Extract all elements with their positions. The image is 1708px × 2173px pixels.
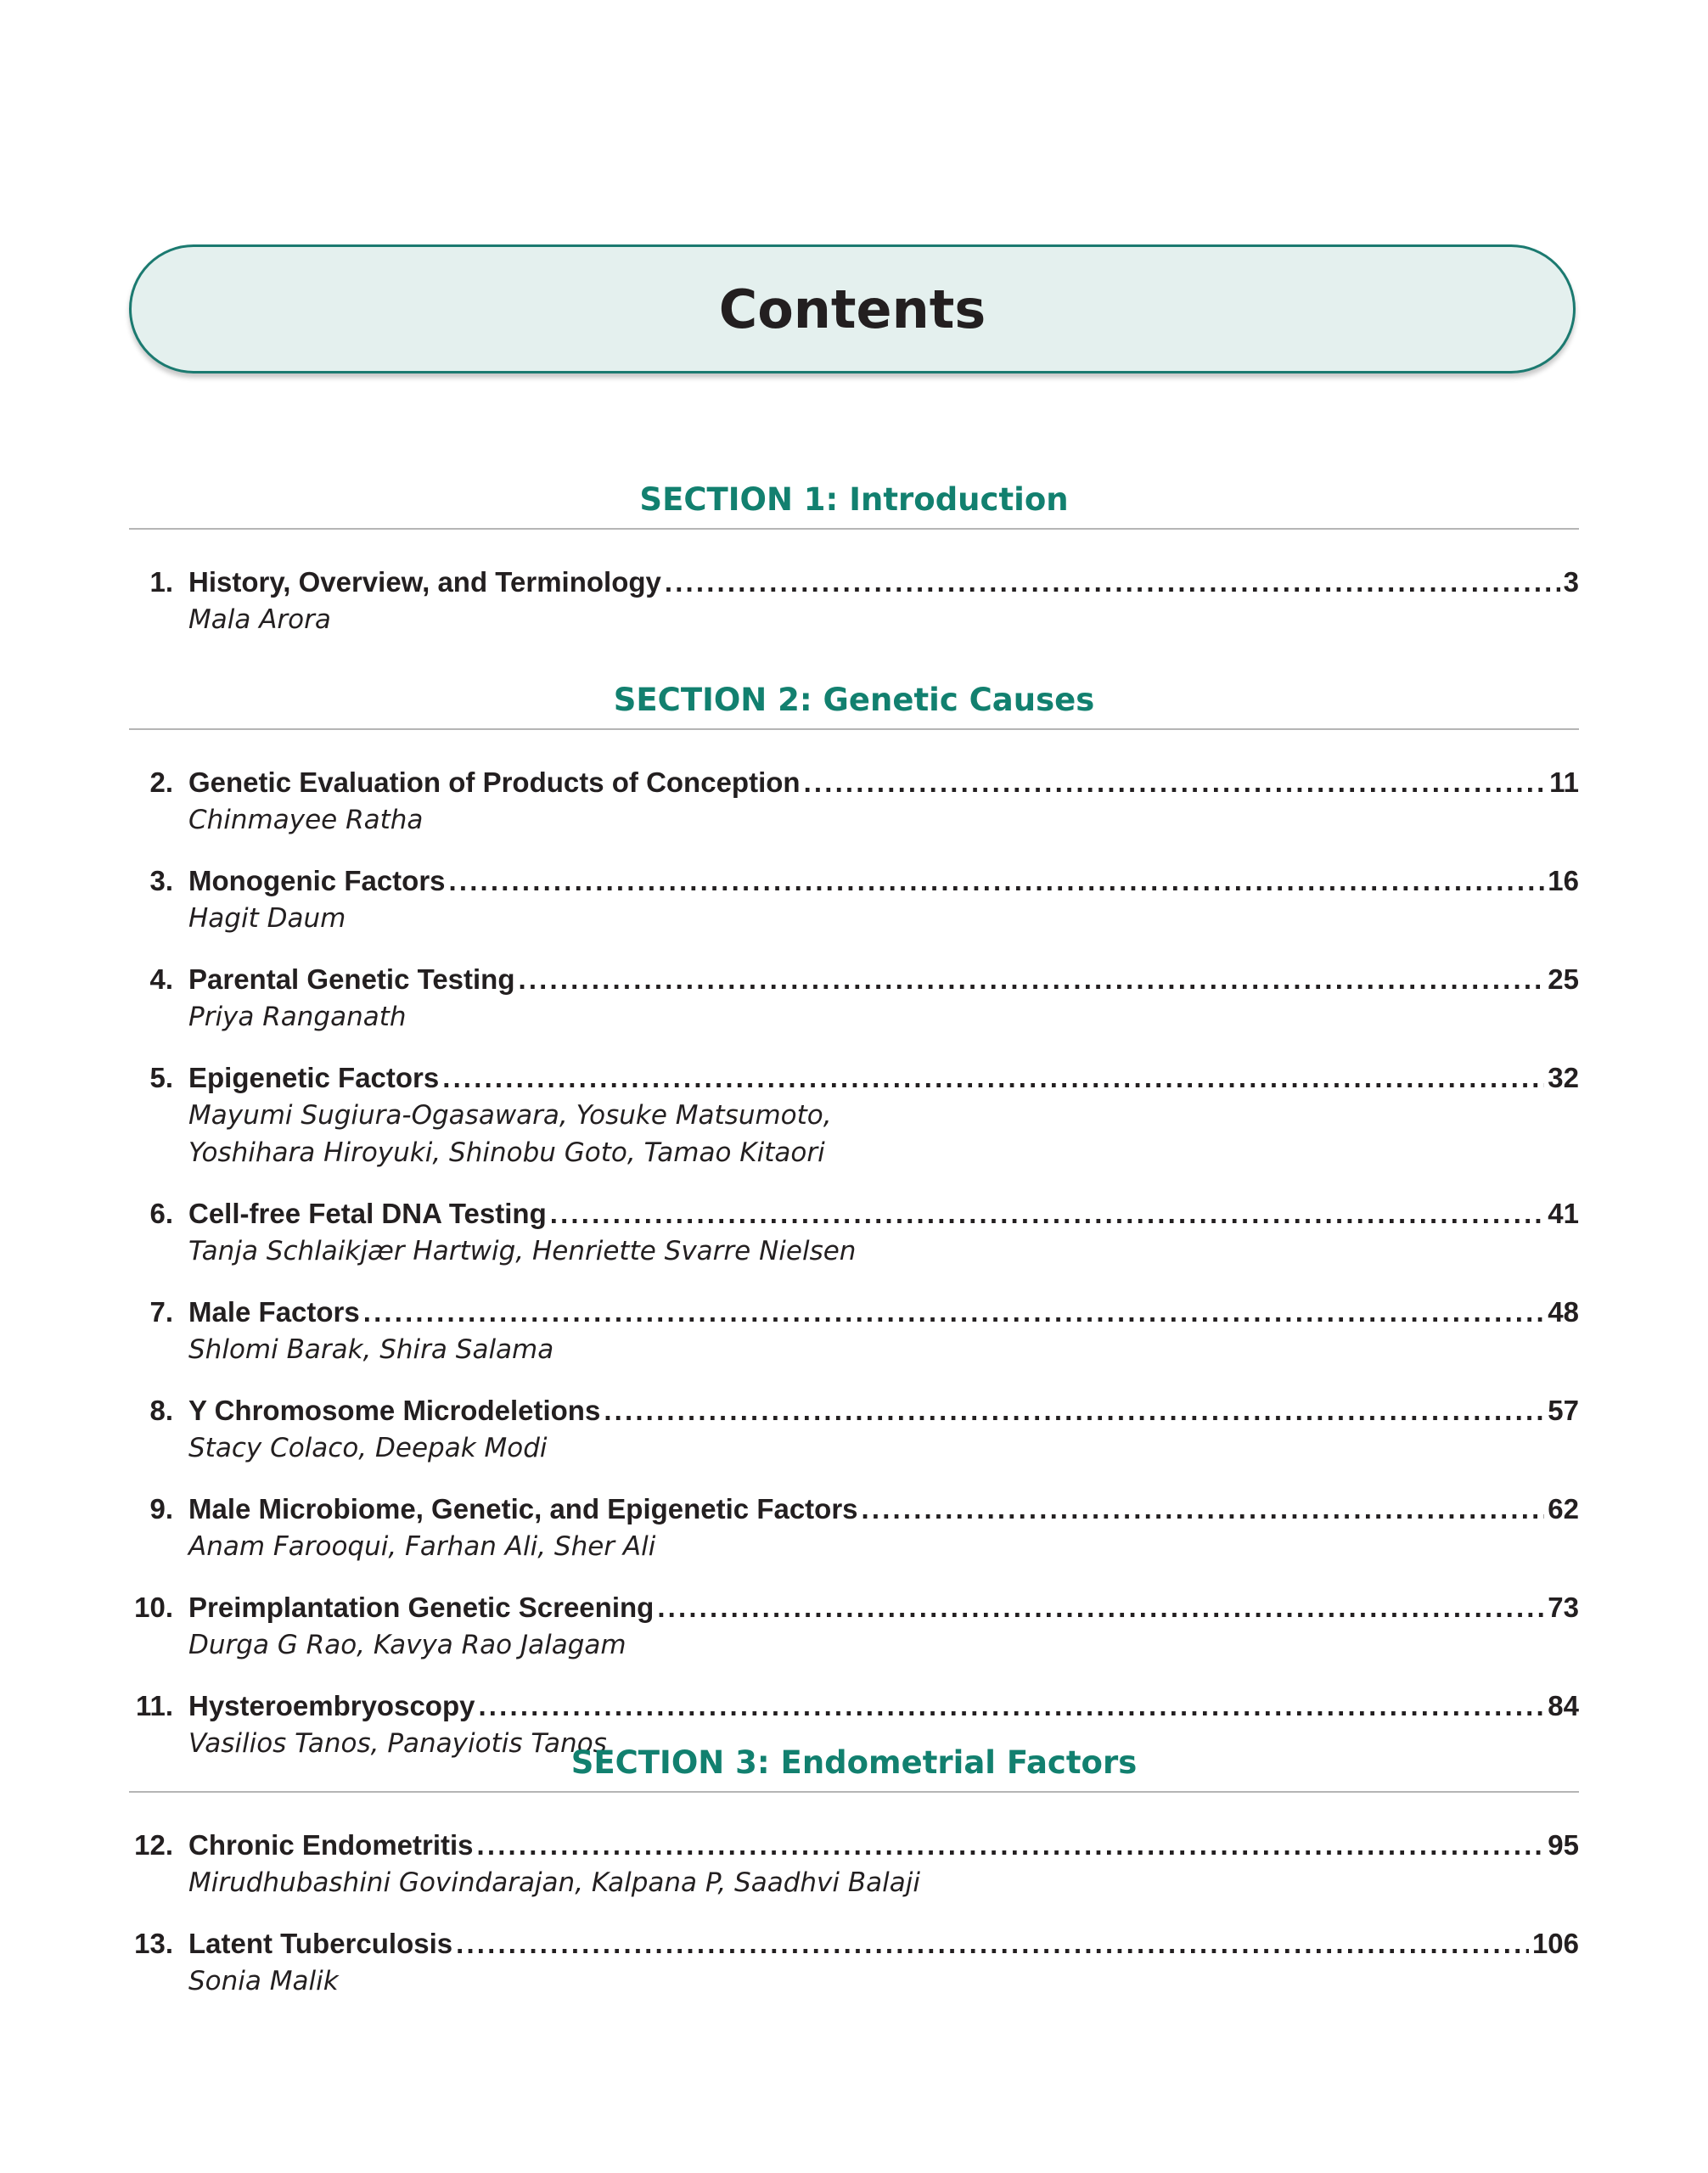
- entry-page-number: 11: [1549, 766, 1579, 798]
- entry-title: Y Chromosome Microdeletions: [188, 1395, 601, 1426]
- dot-leader: [456, 1925, 1529, 1962]
- dot-leader: [862, 1491, 1545, 1528]
- entry-page-number: 73: [1548, 1592, 1579, 1623]
- entry-number: 4.: [149, 963, 173, 995]
- section-heading: SECTION 1: Introduction: [639, 481, 1069, 518]
- entry-title: Preimplantation Genetic Screening: [188, 1592, 655, 1623]
- entry-number: 9.: [149, 1493, 173, 1524]
- author-line: Mayumi Sugiura-Ogasawara, Yosuke Matsumoto,: [188, 1100, 832, 1131]
- entry-title: Hysteroembryoscopy: [188, 1690, 475, 1721]
- toc-entry[interactable]: [129, 1827, 1579, 1901]
- entry-page-number: 32: [1548, 1062, 1579, 1093]
- author-line: Yoshihara Hiroyuki, Shinobu Goto, Tamao Kitaori: [188, 1137, 825, 1168]
- author-line: Stacy Colaco, Deepak Modi: [188, 1433, 548, 1463]
- author-line: Shlomi Barak, Shira Salama: [188, 1334, 554, 1365]
- dot-leader: [478, 1687, 1544, 1725]
- entry-authors: [188, 601, 1579, 638]
- section-divider: [129, 728, 1579, 730]
- toc-entry[interactable]: [129, 1294, 1579, 1368]
- entry-authors: [188, 1429, 1579, 1467]
- entry-title: Male Microbiome, Genetic, and Epigenetic Factors: [188, 1493, 858, 1524]
- entry-page-number: 95: [1548, 1829, 1579, 1861]
- section-heading: SECTION 2: Genetic Causes: [613, 682, 1095, 718]
- entry-title: Epigenetic Factors: [188, 1062, 440, 1093]
- toc-entry[interactable]: [129, 564, 1579, 638]
- dot-leader: [442, 1059, 1544, 1097]
- entry-title: Monogenic Factors: [188, 865, 446, 896]
- page-title: Contents: [718, 278, 986, 340]
- entry-number: 5.: [149, 1062, 173, 1093]
- entry-list: [129, 764, 1579, 1762]
- dot-leader: [657, 1589, 1544, 1626]
- contents-banner: [129, 244, 1576, 373]
- entry-number: 2.: [149, 766, 173, 798]
- entry-title: Male Factors: [188, 1296, 360, 1328]
- entry-authors: [188, 1864, 1579, 1901]
- toc-entry[interactable]: [129, 961, 1579, 1036]
- entry-title: Parental Genetic Testing: [188, 963, 515, 995]
- entry-title: Cell-free Fetal DNA Testing: [188, 1198, 547, 1229]
- entry-page-number: 25: [1548, 963, 1579, 995]
- entry-page-number: 41: [1548, 1198, 1579, 1229]
- entry-number: 1.: [149, 566, 173, 598]
- entry-number: 11.: [135, 1690, 173, 1721]
- entry-list: [129, 564, 1579, 638]
- entry-page-number: 106: [1531, 1928, 1579, 1959]
- toc-entry[interactable]: [129, 1925, 1579, 2000]
- entry-number: 6.: [149, 1198, 173, 1229]
- entry-authors: [188, 1097, 1579, 1171]
- dot-leader: [363, 1294, 1545, 1331]
- entry-number: 3.: [149, 865, 173, 896]
- dot-leader: [519, 961, 1545, 998]
- entry-authors: [188, 1232, 1579, 1270]
- toc-entry[interactable]: [129, 1195, 1579, 1270]
- entry-page-number: 3: [1563, 566, 1579, 598]
- entry-page-number: 16: [1548, 865, 1579, 896]
- dot-leader: [665, 564, 1560, 601]
- dot-leader: [804, 764, 1547, 801]
- toc-entry[interactable]: [129, 1491, 1579, 1565]
- toc-entry[interactable]: [129, 764, 1579, 839]
- entry-authors: [188, 1626, 1579, 1664]
- entry-title: Latent Tuberculosis: [188, 1928, 453, 1959]
- dot-leader: [604, 1392, 1544, 1429]
- entry-title: Chronic Endometritis: [188, 1829, 474, 1861]
- section-3: [129, 1743, 1579, 2024]
- author-line: Vasilios Tanos, Panayiotis Tanos: [188, 1728, 607, 1759]
- entry-authors: [188, 801, 1579, 839]
- entry-authors: [188, 1331, 1579, 1368]
- entry-page-number: 57: [1548, 1395, 1579, 1426]
- entry-page-number: 62: [1548, 1493, 1579, 1524]
- entry-authors: [188, 1962, 1579, 2000]
- author-line: Mirudhubashini Govindarajan, Kalpana P, Saadhvi Balaji: [188, 1867, 920, 1898]
- section-divider: [129, 528, 1579, 530]
- author-line: Priya Ranganath: [188, 1002, 407, 1032]
- author-line: Hagit Daum: [188, 903, 346, 934]
- entry-authors: [188, 1528, 1579, 1565]
- author-line: Durga G Rao, Kavya Rao Jalagam: [188, 1630, 626, 1660]
- toc-entry[interactable]: [129, 1392, 1579, 1467]
- toc-entry[interactable]: [129, 1059, 1579, 1171]
- entry-authors: [188, 900, 1579, 937]
- toc-entry[interactable]: [129, 1589, 1579, 1664]
- author-line: Chinmayee Ratha: [188, 805, 424, 835]
- section-heading: SECTION 3: Endometrial Factors: [570, 1744, 1138, 1781]
- toc-entry[interactable]: [129, 862, 1579, 937]
- author-line: Anam Farooqui, Farhan Ali, Sher Ali: [188, 1531, 656, 1562]
- entry-number: 8.: [149, 1395, 173, 1426]
- contents-page: [129, 0, 1579, 2173]
- section-1: [129, 480, 1579, 662]
- entry-page-number: 84: [1548, 1690, 1579, 1721]
- entry-list: [129, 1827, 1579, 2000]
- author-line: Tanja Schlaikjær Hartwig, Henriette Svarre Nielsen: [188, 1236, 857, 1266]
- author-line: Sonia Malik: [188, 1966, 339, 1996]
- entry-title: History, Overview, and Terminology: [188, 566, 661, 598]
- dot-leader: [550, 1195, 1545, 1232]
- author-line: Mala Arora: [188, 604, 331, 635]
- dot-leader: [477, 1827, 1545, 1864]
- entry-page-number: 48: [1548, 1296, 1579, 1328]
- section-2: [129, 681, 1579, 1786]
- entry-number: 10.: [134, 1592, 173, 1623]
- entry-number: 13.: [134, 1928, 173, 1959]
- entry-title: Genetic Evaluation of Products of Conception: [188, 766, 801, 798]
- dot-leader: [449, 862, 1545, 900]
- section-divider: [129, 1791, 1579, 1793]
- entry-authors: [188, 998, 1579, 1036]
- entry-number: 7.: [149, 1296, 173, 1328]
- entry-number: 12.: [134, 1829, 173, 1861]
